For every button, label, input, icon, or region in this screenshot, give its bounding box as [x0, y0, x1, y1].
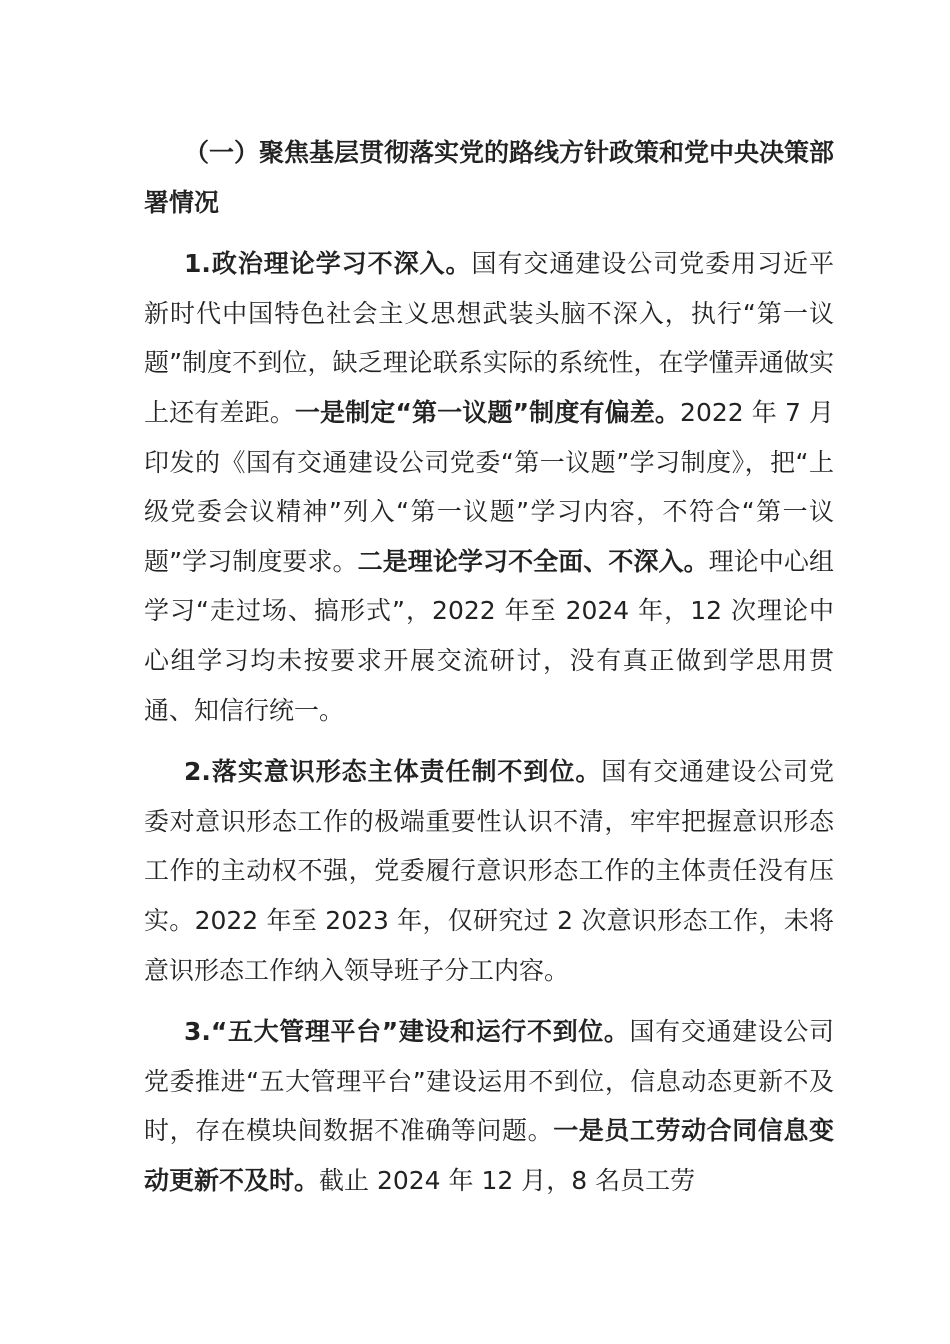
paragraph-item-3	[144, 1007, 834, 1205]
paragraph-item-1	[144, 239, 834, 735]
item-1-point-1-text: 2022 年 7 月印发的《国有交通建设公司党委“第一议题”学习制度》，把“上级党委会议精神”列入“第一议题”学习内容，不符合“第一议题”学习制度要求。	[144, 397, 834, 576]
item-1-intro: 国有交通建设公司党委用习近平新时代中国特色社会主义思想武装头脑不深入，执行“第一议题”制度不到位，缺乏理论联系实际的系统性，在学懂弄通做实上还有差距。	[144, 249, 834, 427]
paragraph-item-2	[144, 747, 834, 995]
item-3-point-1-title: 一是员工劳动合同信息变动更新不及时。	[144, 1116, 834, 1195]
item-1-point-2-title: 二是理论学习不全面、不深入。	[357, 546, 709, 576]
item-1-title: 1.政治理论学习不深入。	[184, 249, 472, 279]
item-3-point-1-text: 截止 2024 年 12 月，8 名员工劳	[319, 1165, 696, 1195]
item-1-point-2-text: 理论中心组学习“走过场、搞形式”，2022 年至 2024 年，12 次理论中心组学习均未按要求开展交流研讨，没有真正做到学思用贯通、知信行统一。	[144, 546, 834, 725]
document-body	[144, 128, 834, 1217]
section-heading: （一）聚焦基层贯彻落实党的路线方针政策和党中央决策部署情况	[144, 138, 835, 217]
item-3-intro: 国有交通建设公司党委推进“五大管理平台”建设运用不到位，信息动态更新不及时，存在模块间数据不准确等问题。	[144, 1017, 834, 1146]
item-2-title: 2.落实意识形态主体责任制不到位。	[184, 757, 602, 787]
item-2-intro: 国有交通建设公司党委对意识形态工作的极端重要性认识不清，牢牢把握意识形态工作的主动权不强，党委履行意识形态工作的主体责任没有压实。2022 年至 2023 年，仅研究过 2 次意识形态工作，未将意识形态工作纳入领导班子分工内容。	[144, 757, 834, 985]
item-3-title: 3.“五大管理平台”建设和运行不到位。	[184, 1017, 630, 1047]
item-1-point-1-title: 一是制定“第一议题”制度有偏差。	[294, 397, 681, 427]
